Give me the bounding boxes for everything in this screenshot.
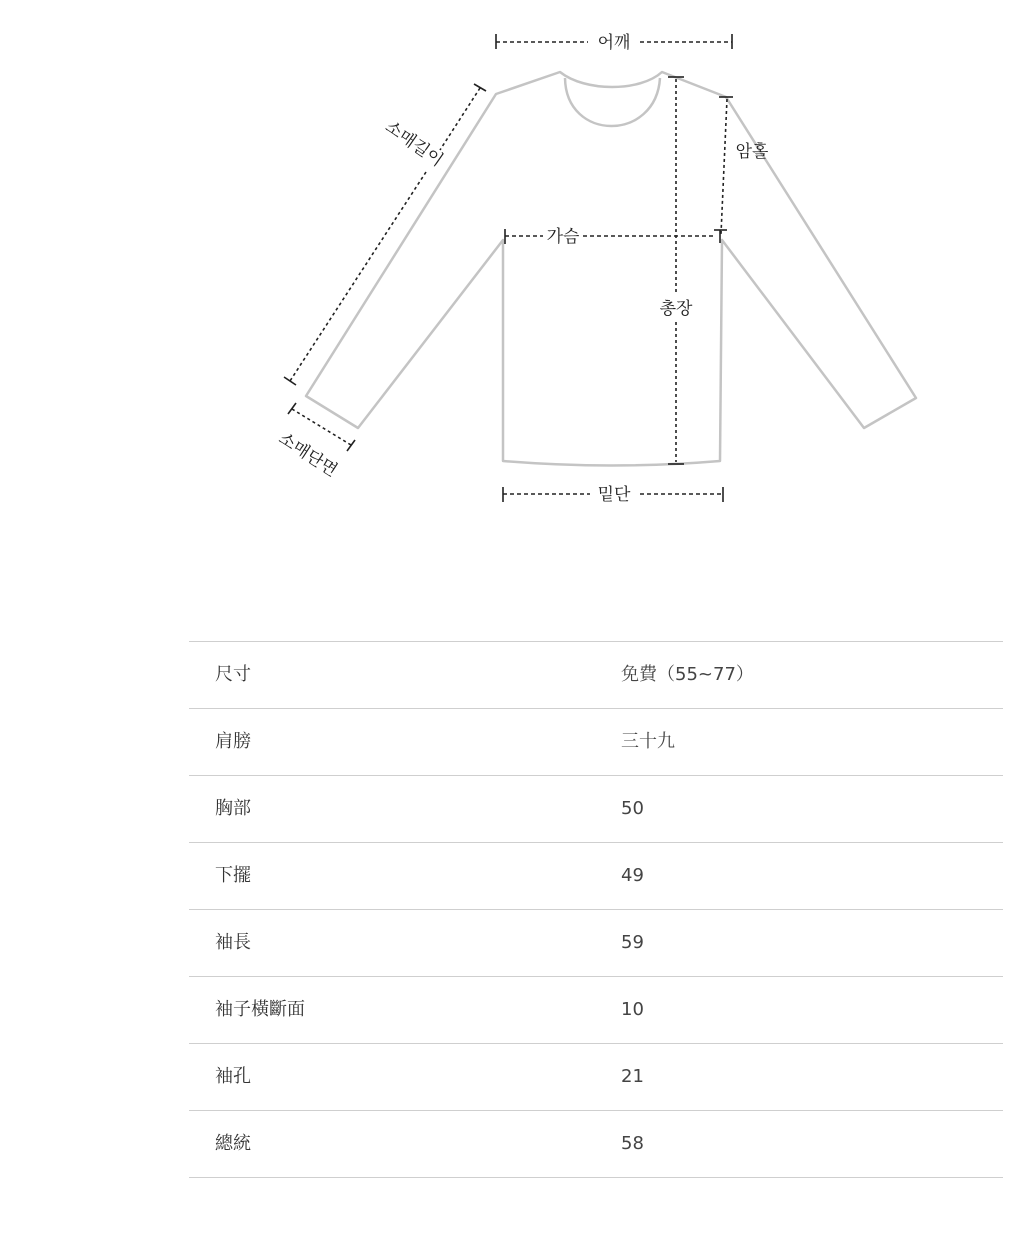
table-row xyxy=(189,910,1003,977)
row-label: 總統 xyxy=(215,1133,251,1154)
size-table xyxy=(189,641,1003,1178)
neckline-inner xyxy=(565,78,660,126)
sleeve-opening-label: 소매단면 xyxy=(274,428,341,482)
row-value: 50 xyxy=(621,798,644,819)
table-row xyxy=(189,1111,1003,1178)
row-label: 袖孔 xyxy=(215,1066,251,1087)
chest-label: 가슴 xyxy=(546,227,580,247)
sleeve-length-label: 소매길이 xyxy=(381,116,447,171)
row-value: 三十九 xyxy=(621,731,675,752)
table-row xyxy=(189,709,1003,776)
row-label: 袖子橫斷面 xyxy=(215,999,305,1020)
armhole-label: 암홀 xyxy=(735,142,769,162)
row-value: 10 xyxy=(621,999,644,1020)
row-value: 59 xyxy=(621,932,644,953)
table-row xyxy=(189,776,1003,843)
row-label: 胸部 xyxy=(215,798,251,819)
shoulder-label: 어깨 xyxy=(597,33,631,53)
hem-label: 밑단 xyxy=(597,485,631,505)
length-label: 총장 xyxy=(659,299,693,319)
row-value: 49 xyxy=(621,865,644,886)
row-label: 肩膀 xyxy=(215,731,251,752)
table-row xyxy=(189,642,1003,709)
table-row xyxy=(189,843,1003,910)
row-value: 58 xyxy=(621,1133,644,1154)
row-value: 21 xyxy=(621,1066,644,1087)
table-row xyxy=(189,1044,1003,1111)
row-value: 免費（55~77） xyxy=(621,664,754,685)
garment-diagram xyxy=(0,0,1024,560)
row-label: 下擺 xyxy=(215,865,251,886)
row-label: 尺寸 xyxy=(215,664,251,685)
table-row xyxy=(189,977,1003,1044)
row-label: 袖長 xyxy=(215,932,251,953)
